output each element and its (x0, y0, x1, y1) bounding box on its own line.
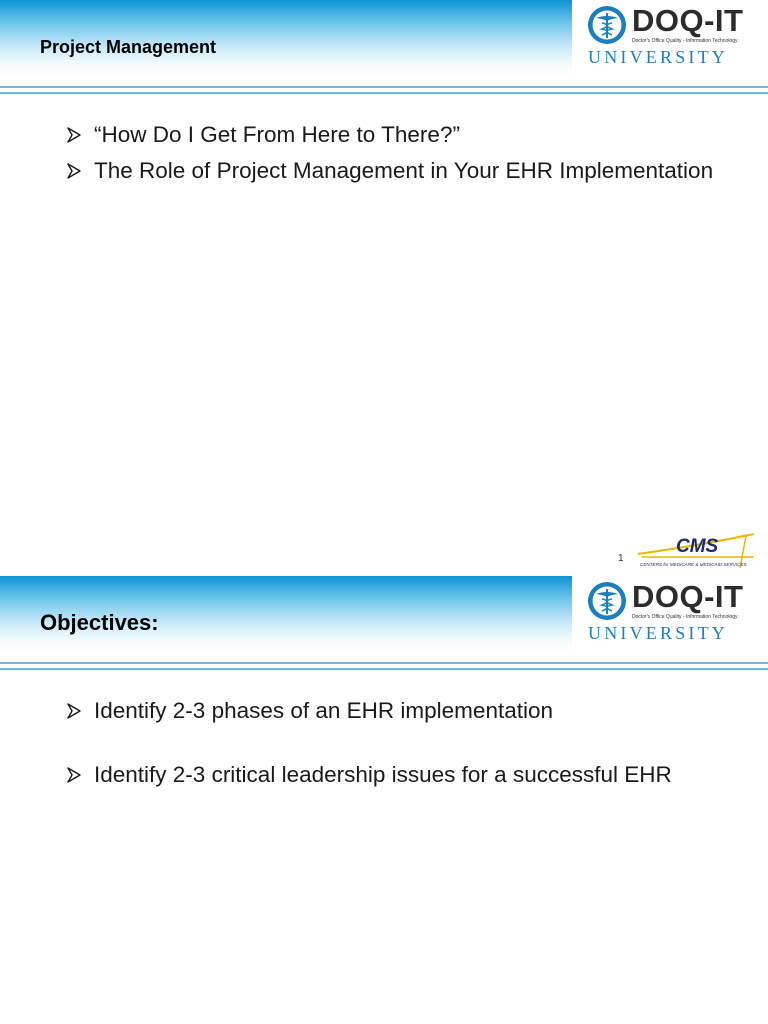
cms-logo-mark (636, 530, 760, 574)
doq-it-logo (572, 0, 768, 76)
bullet-list (66, 696, 726, 824)
logo-tagline: Doctor's Office Quality - Information Technology (632, 38, 738, 44)
slide-2 (0, 576, 768, 1024)
logo-name: DOQ-IT (632, 579, 744, 614)
header-band (0, 576, 768, 652)
bullet-item (66, 696, 726, 726)
slide-title: Project Management (40, 37, 217, 57)
bullet-text: Identify 2-3 critical leadership issues for a successful EHR (94, 762, 672, 787)
divider-line (0, 86, 768, 88)
caduceus-icon (586, 4, 628, 46)
bullet-item (66, 760, 726, 790)
cms-logo-text: CMS (676, 536, 719, 557)
bullet-item (66, 120, 726, 150)
doq-it-logo (572, 576, 768, 652)
bullet-text: The Role of Project Management in Your EHR Implementation (94, 158, 714, 183)
arrow-bullet-icon (66, 767, 82, 783)
bullet-text: Identify 2-3 phases of an EHR implementation (94, 698, 553, 723)
arrow-bullet-icon (66, 703, 82, 719)
bullet-list (66, 120, 726, 192)
logo-subtitle: UNIVERSITY (588, 623, 728, 643)
bullet-text: “How Do I Get From Here to There?” (94, 122, 460, 147)
header-band (0, 0, 768, 76)
divider-line (0, 92, 768, 94)
cms-caption: CENTERS for MEDICARE & MEDICAID SERVICES (640, 562, 747, 567)
logo-tagline: Doctor's Office Quality - Information Technology (632, 614, 738, 620)
cms-logo (636, 530, 760, 579)
arrow-bullet-icon (66, 127, 82, 143)
divider-line (0, 668, 768, 670)
slide-title: Objectives: (40, 610, 159, 635)
bullet-item (66, 156, 726, 186)
logo-subtitle: UNIVERSITY (588, 47, 728, 67)
divider-line (0, 662, 768, 664)
arrow-bullet-icon (66, 163, 82, 179)
logo-name: DOQ-IT (632, 3, 744, 38)
caduceus-icon (586, 580, 628, 622)
page-number: 1 (618, 553, 624, 564)
